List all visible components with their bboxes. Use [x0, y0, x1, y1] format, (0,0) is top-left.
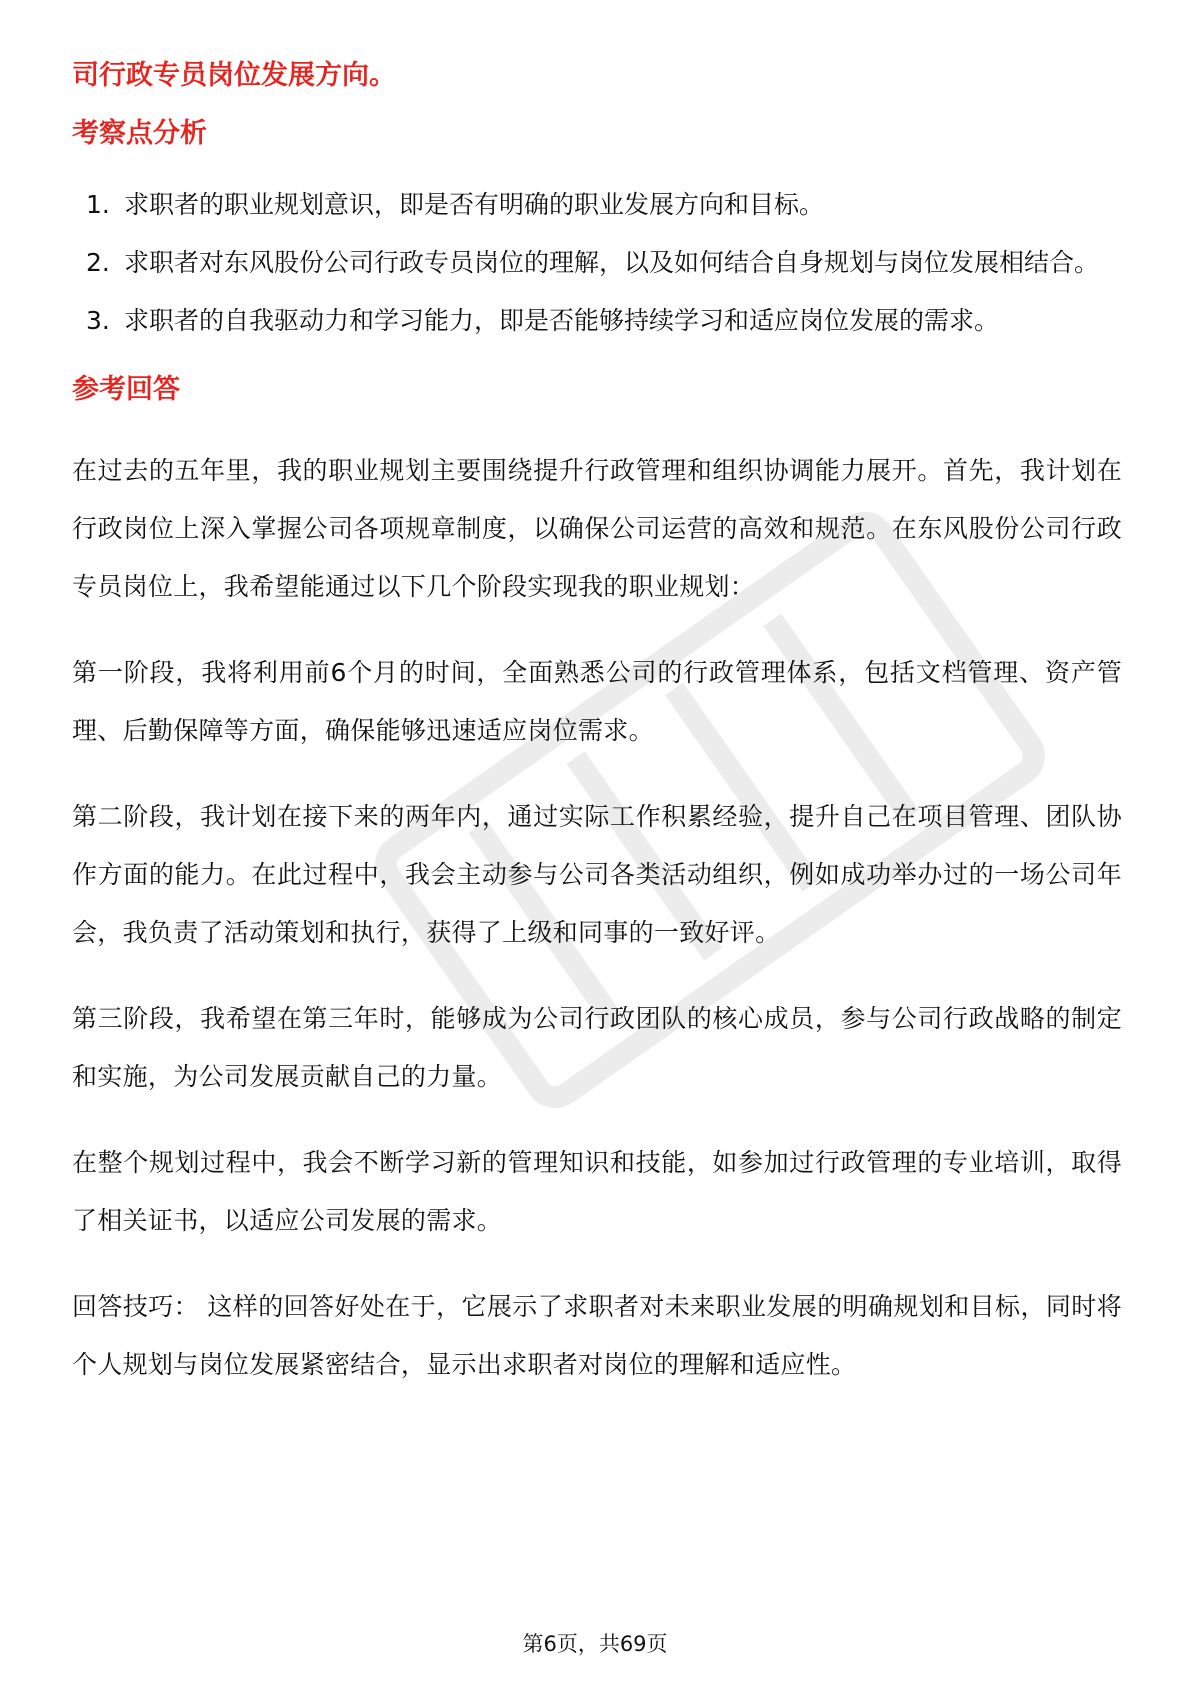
page-footer: 第6页，共69页	[522, 1632, 668, 1656]
analysis-item-text: 求职者对东风股份公司行政专员岗位的理解，以及如何结合自身规划与岗位发展相结合。	[124, 248, 1100, 277]
answer-paragraph: 第三阶段，我希望在第三年时，能够成为公司行政团队的核心成员，参与公司行政战略的制定和实施，为公司发展贡献自己的力量。	[72, 1004, 1122, 1091]
list-number: 2.	[86, 248, 110, 277]
analysis-item-text: 求职者的自我驱动力和学习能力，即是否能够持续学习和适应岗位发展的需求。	[124, 306, 1000, 335]
answer-paragraph: 第一阶段，我将利用前6个月的时间，全面熟悉公司的行政管理体系，包括文档管理、资产管理、后勤保障等方面，确保能够迅速适应岗位需求。	[72, 658, 1122, 745]
main-content	[72, 56, 1122, 1422]
analysis-heading: 考察点分析	[72, 118, 207, 149]
list-number: 3.	[86, 306, 110, 335]
analysis-item	[72, 292, 1122, 350]
answer-paragraph: 在整个规划过程中，我会不断学习新的管理知识和技能，如参加过行政管理的专业培训，取得了相关证书，以适应公司发展的需求。	[72, 1148, 1122, 1235]
answer-tips-paragraph: 回答技巧： 这样的回答好处在于，它展示了求职者对未来职业发展的明确规划和目标，同时将个人规划与岗位发展紧密结合，显示出求职者对岗位的理解和适应性。	[72, 1292, 1122, 1379]
analysis-item-text: 求职者的职业规划意识，即是否有明确的职业发展方向和目标。	[124, 190, 825, 219]
analysis-item	[72, 176, 1122, 234]
intro-heading: 司行政专员岗位发展方向。	[72, 60, 396, 91]
analysis-item	[72, 234, 1122, 292]
answer-heading: 参考回答	[72, 374, 180, 405]
analysis-list	[72, 176, 1122, 350]
answer-paragraph: 在过去的五年里，我的职业规划主要围绕提升行政管理和组织协调能力展开。首先，我计划在行政岗位上深入掌握公司各项规章制度，以确保公司运营的高效和规范。在东风股份公司行政专员岗位上，我希望能通过以下几个阶段实现我的职业规划：	[72, 456, 1122, 601]
answer-paragraph: 第二阶段，我计划在接下来的两年内，通过实际工作积累经验，提升自己在项目管理、团队协作方面的能力。在此过程中，我会主动参与公司各类活动组织，例如成功举办过的一场公司年会，我负责了活动策划和执行，获得了上级和同事的一致好评。	[72, 802, 1122, 947]
list-number: 1.	[86, 190, 110, 219]
